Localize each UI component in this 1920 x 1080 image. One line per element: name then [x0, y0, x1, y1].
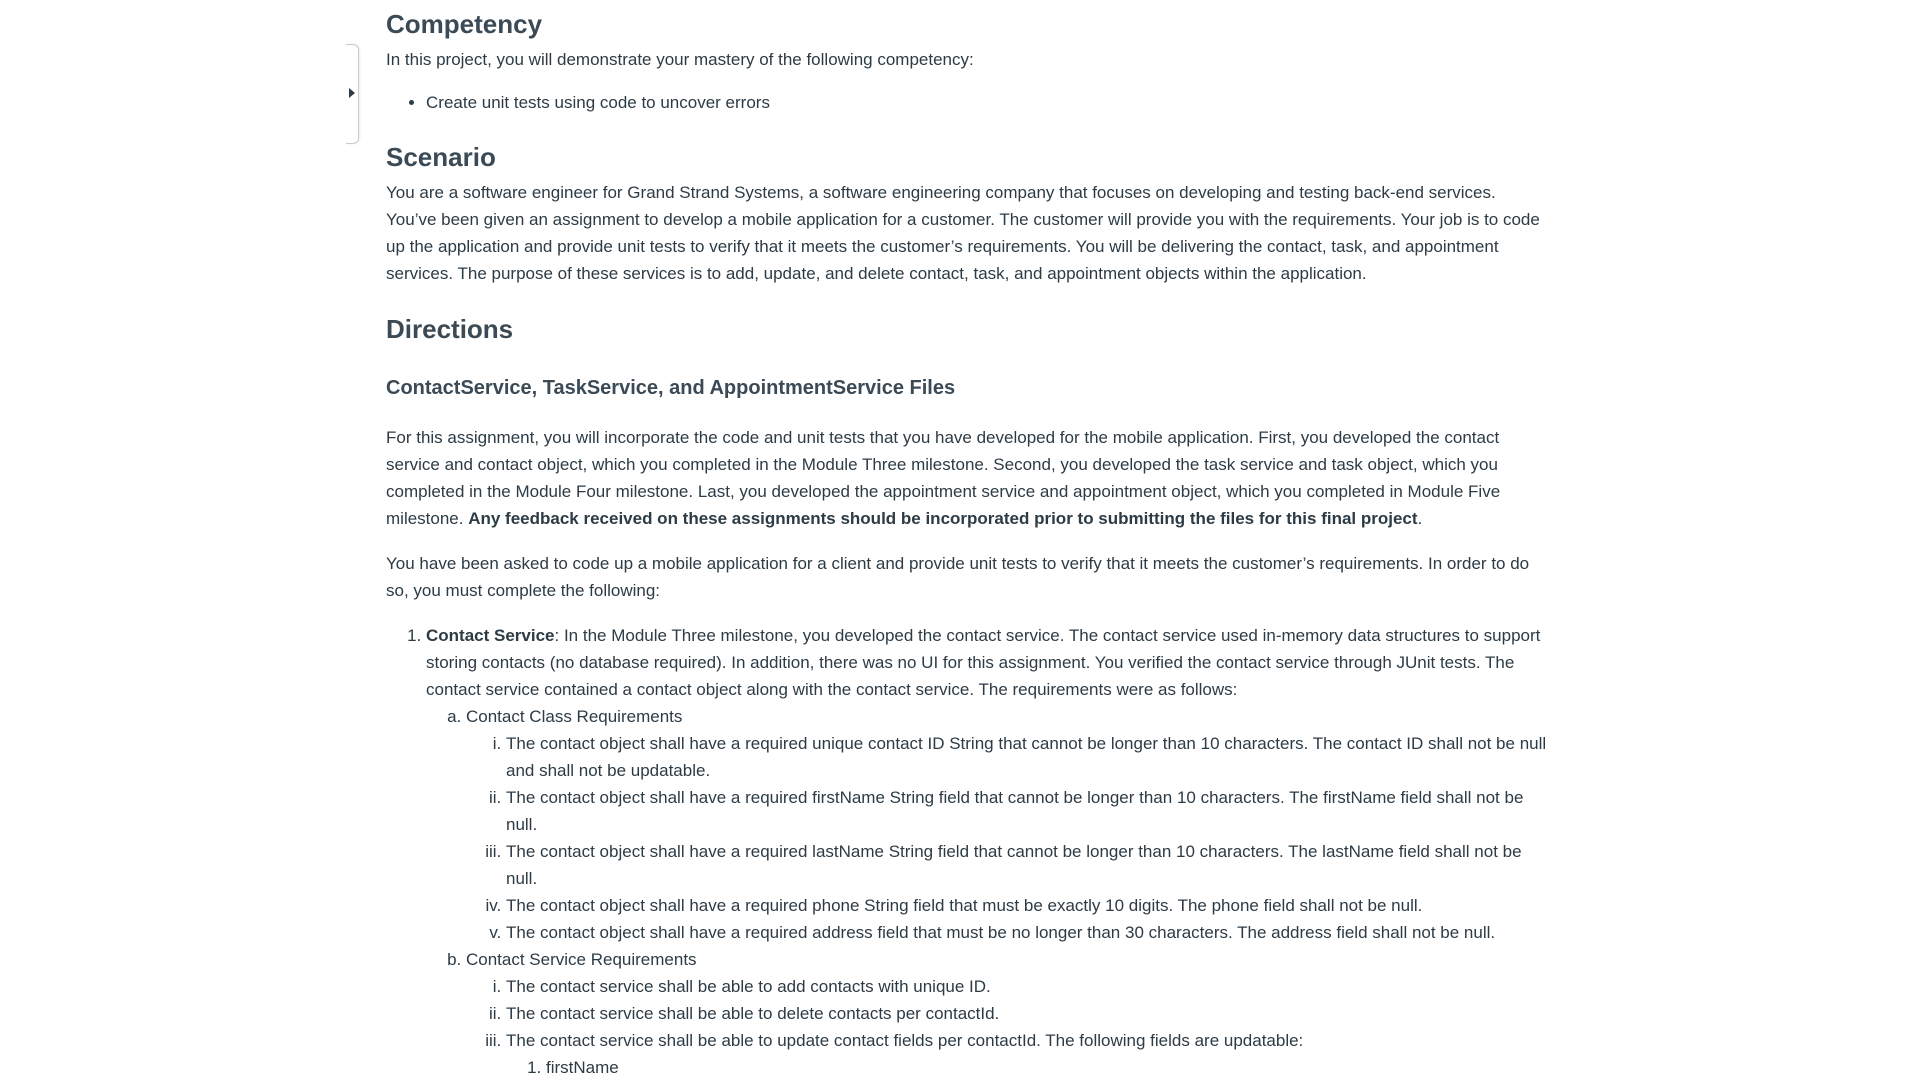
list-item: ii. The contact object shall have a required firstName String field that cannot be longer than 10 characters. The firstName field shall not be null. — [506, 784, 1548, 838]
scenario-heading: Scenario — [386, 142, 496, 172]
list-item — [466, 946, 1548, 1080]
directions-heading: Directions — [386, 314, 514, 344]
updatable-fields-list — [506, 1054, 1548, 1080]
service-req-list — [466, 973, 1548, 1080]
assignment-text: For this assignment, you will incorporate the code and unit tests that you have developed for the mobile application. First, you developed the contact service and contact object, which you completed in the Module Three milestone. Second, you developed the task service and task object, which you completed in the Module Four milestone. Last, you developed the appointment service and appointment object, which you completed in Module Five milestone. — [386, 428, 1501, 528]
list-item: i. The contact service shall be able to add contacts with unique ID. — [506, 973, 1548, 1000]
scenario-text: You are a software engineer for Grand Strand Systems, a software engineering company that focuses on developing and testing back-end services. You’ve been given an assignment to develop a mobile application for a customer. The customer will provide you with the requirements. Your job is to code up the application and provide unit tests to verify that it meets the customer’s requirements. You will be delivering the contact, task, and appointment services. The purpose of these services is to add, update, and delete contact, task, and appointment objects within the application. — [386, 183, 1540, 283]
caret-right-icon — [349, 88, 355, 98]
service-req-label: Contact Service Requirements — [466, 950, 697, 969]
asked-paragraph: You have been asked to code up a mobile application for a client and provide unit tests to verify that it meets the customer’s requirements. In order to do so, you must complete the following: — [386, 554, 1530, 600]
list-item — [506, 1027, 1548, 1080]
list-item — [466, 703, 1548, 946]
files-subheading: ContactService, TaskService, and AppointmentService Files — [386, 377, 956, 399]
assignment-paragraph — [386, 424, 1548, 532]
page-content — [386, 0, 1548, 1080]
list-item: i. The contact object shall have a required unique contact ID String that cannot be longer than 10 characters. The contact ID shall not be null and shall not be updatable. — [506, 730, 1548, 784]
list-item: ii. The contact service shall be able to delete contacts per contactId. — [506, 1000, 1548, 1027]
contact-service-label: Contact Service — [426, 626, 555, 645]
list-item — [426, 622, 1548, 1080]
contact-service-text: : In the Module Three milestone, you developed the contact service. The contact service used in-memory data structures to support storing contacts (no database required). In addition, there was no UI for this assignment. You verified the contact service through JUnit tests. The contact service contained a contact object along with the contact service. The requirements were as follows: — [426, 626, 1541, 699]
sidebar-collapse-toggle[interactable] — [346, 44, 359, 144]
list-item: iii. The contact object shall have a required lastName String field that cannot be longer than 10 characters. The lastName field shall not be null. — [506, 838, 1548, 892]
competency-heading: Competency — [386, 9, 543, 39]
competency-intro: In this project, you will demonstrate your mastery of the following competency: — [386, 50, 974, 69]
list-item: iv. The contact object shall have a required phone String field that must be exactly 10 digits. The phone field shall not be null. — [506, 892, 1548, 919]
requirements-list — [386, 622, 1548, 1080]
update-fields-text: The contact service shall be able to update contact fields per contactId. The following fields are updatable: — [506, 1031, 1304, 1050]
assignment-bold-text: Any feedback received on these assignments should be incorporated prior to submitting the files for this final project — [468, 509, 1418, 528]
list-item: 1. firstName — [546, 1054, 1548, 1080]
contact-sublist — [426, 703, 1548, 1080]
assignment-end: . — [1417, 509, 1423, 528]
class-req-list — [466, 730, 1548, 946]
list-item: • Create unit tests using code to uncover errors — [426, 89, 1548, 116]
competency-list — [386, 89, 1548, 116]
list-item: v. The contact object shall have a required address field that must be no longer than 30 characters. The address field shall not be null. — [506, 919, 1548, 946]
class-req-label: Contact Class Requirements — [466, 707, 683, 726]
